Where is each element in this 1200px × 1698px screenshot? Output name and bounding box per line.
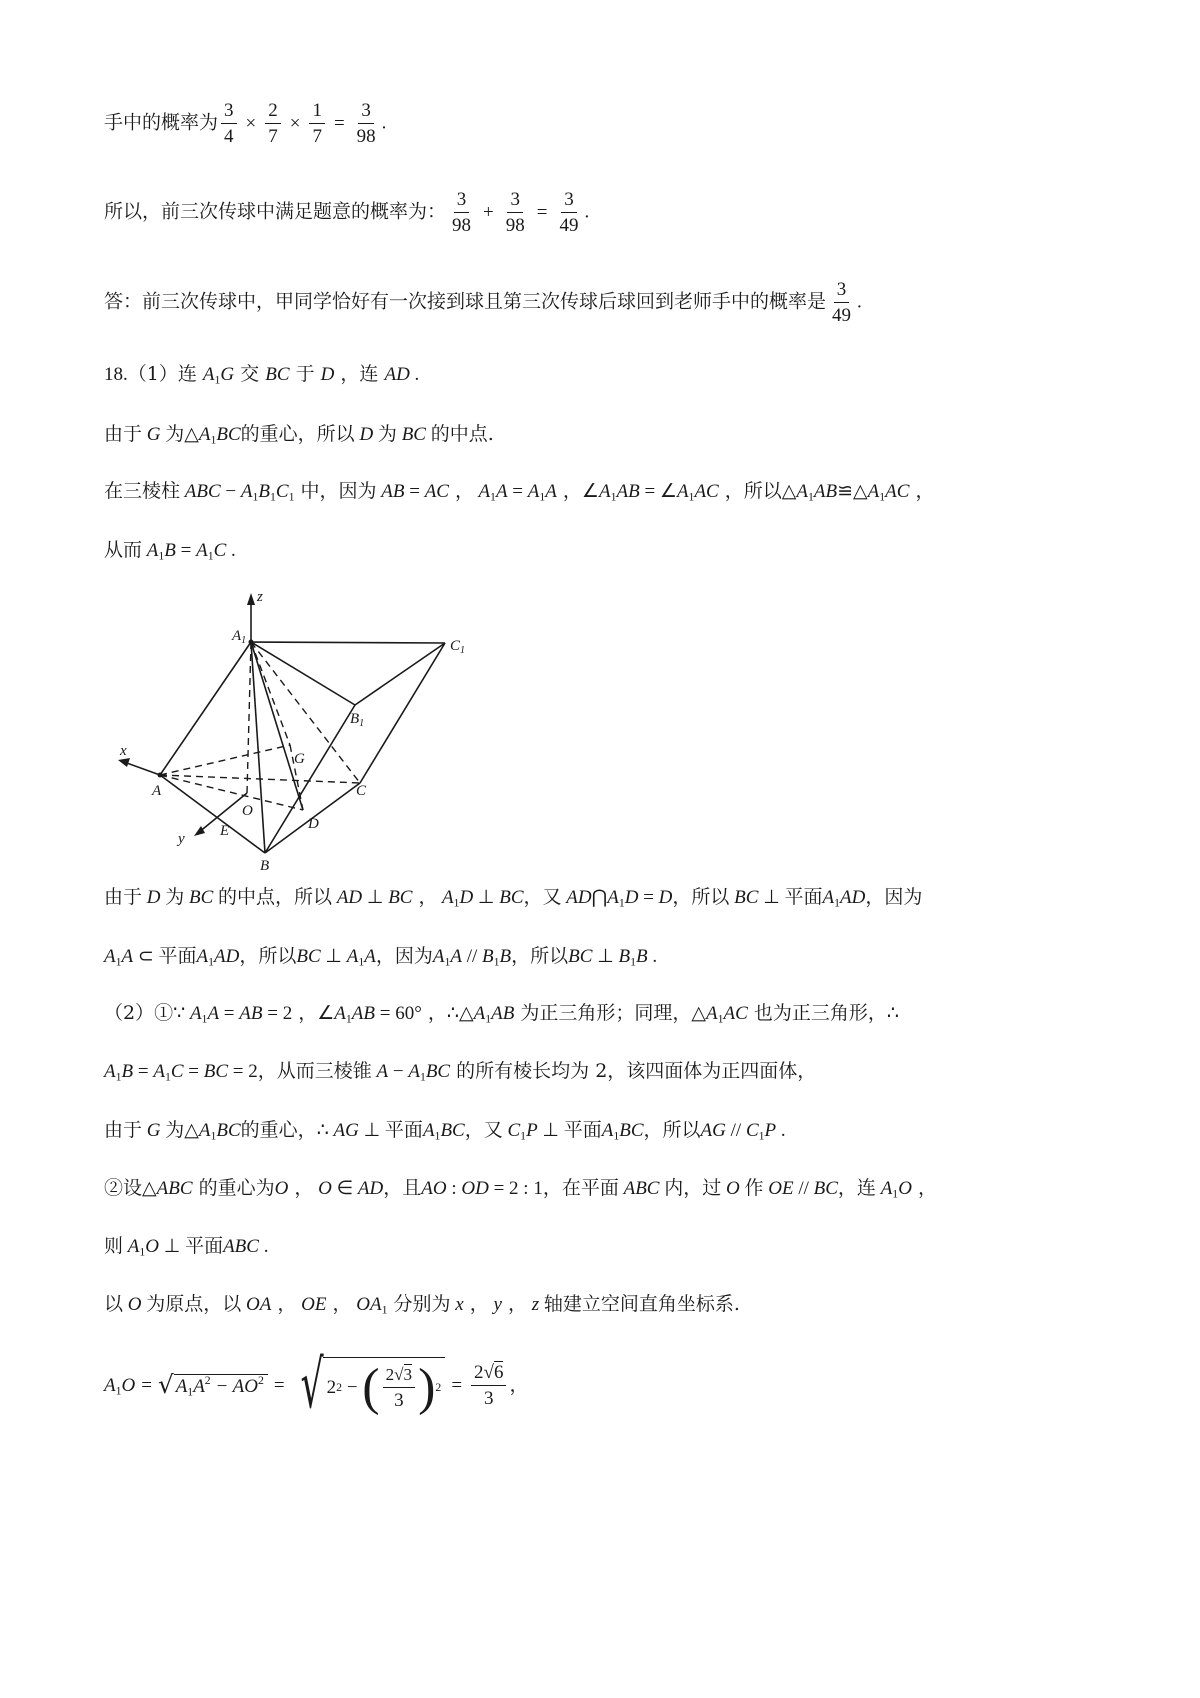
text-line-2: 所以，前三次传球中满足题意的概率为： $\frac{3}{98}$ + $\frac{3}{98}$ = $\frac{3}{49}$ . xyxy=(104,189,590,236)
prism-figure xyxy=(110,585,490,875)
text-line-11: $A_1B = A_1C$ = BC = 2，从而三棱锥 $A - A_1BC$ 的所有棱长均为 2，该四面体为正四面体， xyxy=(104,1060,817,1084)
text-line-9: $A_1A$ ⊂ 平面$A_1AD$，所以BC ⊥ $A_1A$，因为$A_1A // B_1B$，所以BC ⊥ $B_1B$ . xyxy=(104,945,658,969)
text-line-14: 则 $A_1O$ ⊥ 平面ABC . xyxy=(104,1235,269,1259)
label-a1: $A_1$ xyxy=(232,628,247,646)
text-line-10: （2）①∵ $A_1A$ = AB = 2 ，$\angle A_1AB = 60^\circ$ ，$\therefore\triangle A_1AB$ 为正三角形；同理，$\triangle A_1AC$ 也为正三角形，∴ xyxy=(104,1002,899,1026)
label-e: E xyxy=(220,823,230,839)
text-line-15: 以 O 为原点，以 OA ， OE ， $OA_1$ 分别为 x ， y ， z 轴建立空间直角坐标系. xyxy=(104,1293,740,1317)
text-line-8: 由于 D 为 BC 的中点，所以 AD ⊥ BC ， $A_1D$ ⊥ BC，又 $AD⋂A_1D = D$，所以 BC ⊥ 平面$A_1AD$，因为 xyxy=(104,886,923,910)
text-line-6: 在三棱柱 ABC − $A_1B_1C_1$ 中，因为 AB = AC ， $A_1A = A_1A$ ，$\angle A_1AB$ = $\angle A_1AC$ ，所以$\triangle A_1AB≌\triangle A_1AC$ ， xyxy=(104,480,935,504)
text-line-1: 手中的概率为 $\frac{3}{4}$ × $\frac{2}{7}$ × $\frac{1}{7}$ = $\frac{3}{98}$ . xyxy=(104,100,387,147)
text-line-13: ②设△ABC 的重心为O ， O ∈ AD，且AO : OD = 2 : 1，在平面 ABC 内，过 O 作 OE // BC，连 $A_1O$ ， xyxy=(104,1177,937,1201)
label-z: z xyxy=(257,589,263,605)
text-line-5: 由于 G 为$\triangle A_1BC$的重心，所以 D 为 BC 的中点. xyxy=(104,423,494,447)
label-y: y xyxy=(178,831,185,847)
label-g: G xyxy=(294,751,305,767)
label-b: B xyxy=(260,858,270,874)
label-b1: $B_1$ xyxy=(350,711,365,729)
line-1-text: 手中的概率为 xyxy=(104,111,219,134)
text-line-3: 答：前三次传球中，甲同学恰好有一次接到球且第三次传球后球回到老师手中的概率是 $\frac{3}{49}$ . xyxy=(104,279,862,326)
label-c: C xyxy=(356,783,367,799)
label-a: A xyxy=(152,783,162,799)
label-d: D xyxy=(308,816,319,832)
text-line-4: 18.（1）连 $A_1G$ 交 BC 于 D ，连 AD . xyxy=(104,363,420,387)
label-c1: $C_1$ xyxy=(450,638,466,656)
label-x: x xyxy=(120,743,127,759)
text-line-12: 由于 G 为$\triangle A_1BC$的重心，∴ AG ⊥ 平面$A_1BC$，又 $C_1P$ ⊥ 平面$A_1BC$，所以AG // $C_1P$ . xyxy=(104,1119,786,1143)
label-o: O xyxy=(242,803,253,819)
text-line-7: 从而 $A_1B = A_1C$ . xyxy=(104,539,236,563)
formula-a1o: $A_1O$ = √ $A_1A^2 - AO^2$ = √ 2 2 − ( $\frac{2√3}{3}$ ) 2 = $\frac{2√6}{3}$ ， xyxy=(104,1346,529,1423)
